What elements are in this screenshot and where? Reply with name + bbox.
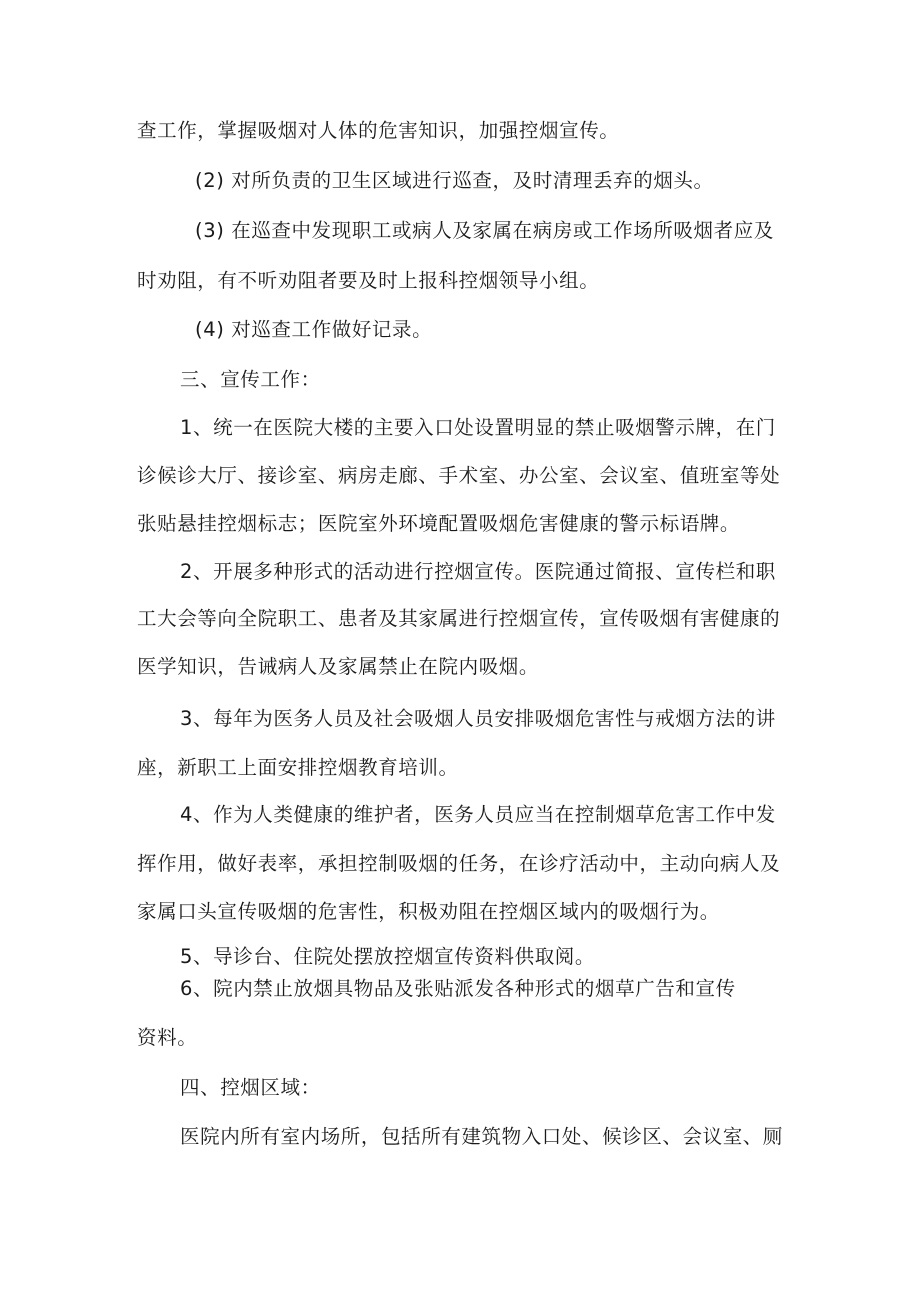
text-line-10: 2、开展多种形式的活动进行控烟宣传。医院通过简报、宣传栏和职 — [180, 560, 776, 583]
text-line-14: 座，新职工上面安排控烟教育培训。 — [137, 756, 459, 779]
section-heading-publicity: 三、宣传工作： — [180, 368, 321, 391]
text-line-12: 医学知识，告诫病人及家属禁止在院内吸烟。 — [137, 655, 540, 678]
text-line-16: 挥作用，做好表率，承担控制吸烟的任务，在诊疗活动中，主动向病人及 — [137, 852, 781, 875]
text-line-11: 工大会等向全院职工、患者及其家属进行控烟宣传，宣传吸烟有害健康的 — [137, 607, 781, 630]
text-line-22: 医院内所有室内场所，包括所有建筑物入口处、候诊区、会议室、厕 — [180, 1125, 784, 1148]
text-line-3: (3) 在巡查中发现职工或病人及家属在病房或工作场所吸烟者应及 — [195, 219, 774, 242]
text-line-4: 时劝阻，有不听劝阻者要及时上报科控烟领导小组。 — [137, 269, 600, 292]
text-line-8: 诊候诊大厅、接诊室、病房走廊、手术室、办公室、会议室、值班室等处 — [137, 464, 781, 487]
text-line-9: 张贴悬挂控烟标志；医院室外环境配置吸烟危害健康的警示标语牌。 — [137, 512, 741, 535]
text-line-2: (2) 对所负责的卫生区域进行巡查，及时清理丢弃的烟头。 — [195, 169, 714, 192]
text-line-13: 3、每年为医务人员及社会吸烟人员安排吸烟危害性与戒烟方法的讲 — [180, 707, 776, 730]
text-line-17: 家属口头宣传吸烟的危害性，积极劝阻在控烟区域内的吸烟行为。 — [137, 900, 720, 923]
text-line-7: 1、统一在医院大楼的主要入口处设置明显的禁止吸烟警示牌，在门 — [180, 416, 776, 439]
text-line-19: 6、院内禁止放烟具物品及张贴派发各种形式的烟草广告和宣传 — [180, 977, 736, 1000]
text-line-20: 资料。 — [137, 1026, 198, 1049]
section-heading-control-area: 四、控烟区域： — [180, 1076, 321, 1099]
text-line-1: 查工作，掌握吸烟对人体的危害知识，加强控烟宣传。 — [137, 119, 620, 142]
text-line-15: 4、作为人类健康的维护者，医务人员应当在控制烟草危害工作中发 — [180, 803, 776, 826]
text-line-18: 5、导诊台、住院处摆放控烟宣传资料供取阅。 — [180, 945, 596, 968]
text-line-5: (4) 对巡查工作做好记录。 — [195, 318, 433, 341]
